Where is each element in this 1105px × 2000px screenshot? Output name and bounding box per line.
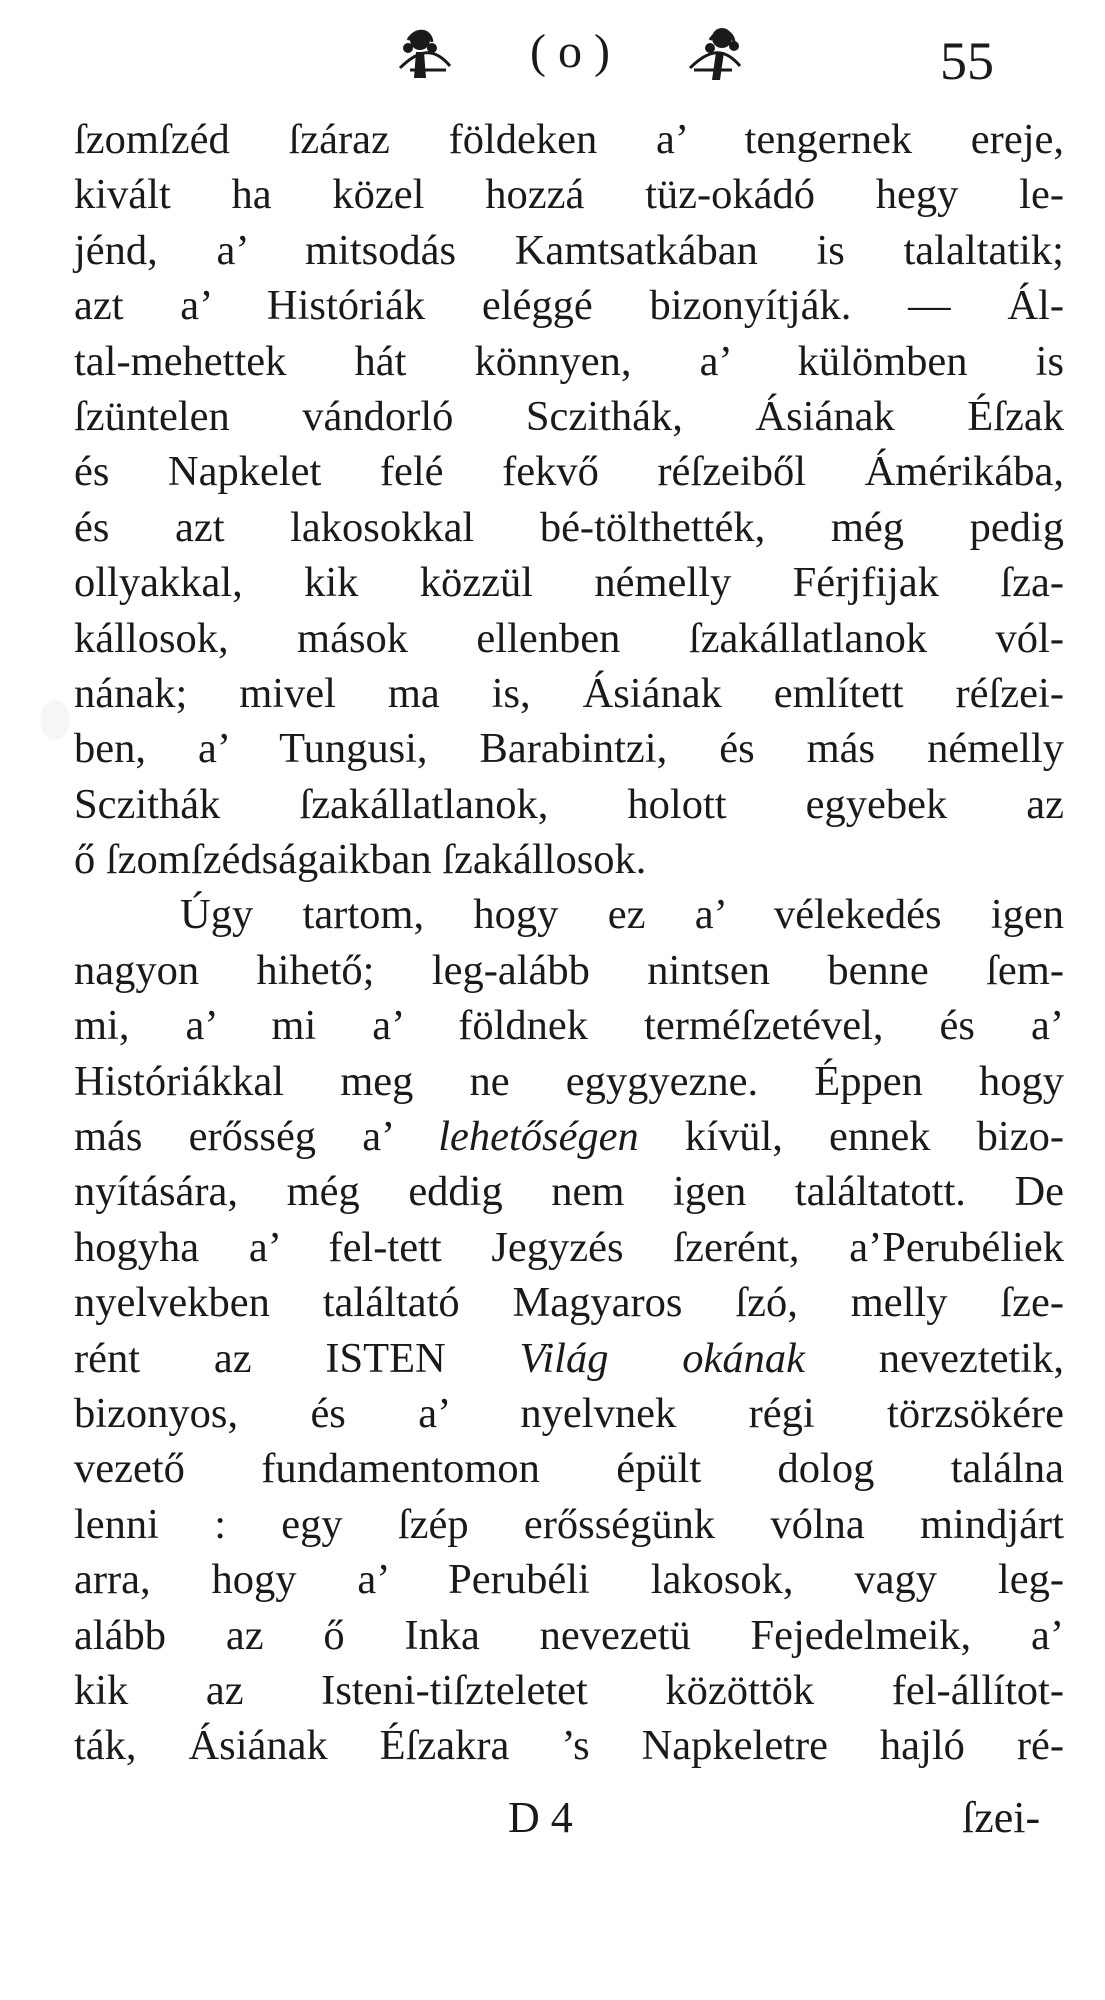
text-line: bizonyos, és a’ nyelvnek régi törzsökére	[74, 1389, 1064, 1437]
text-segment: kívül, ennek bizo-	[638, 1113, 1064, 1161]
text-line: Sczithák ſzakállatlanok, holott egyebek az	[74, 780, 1064, 828]
text-line: arra, hogy a’ Perubéli lakosok, vagy leg-	[74, 1556, 1064, 1604]
text-segment: más erősség a’	[74, 1113, 439, 1161]
text-line: nagyon hihető; leg-alább nintsen benne ſem-	[74, 946, 1064, 994]
text-line: azt a’ Históriák eléggé bizonyítják. — Ál-	[74, 282, 1064, 330]
text-line: vezető fundamentomon épült dolog találna	[74, 1445, 1064, 1493]
signature-mark: D 4	[508, 1793, 573, 1842]
paragraph-start-line: Úgy tartom, hogy ez a’ vélekedés igen	[180, 891, 1064, 939]
text-line	[74, 1109, 1064, 1164]
text-line: kik az Isteni-tiſzteletet közöttök fel-állítot-	[74, 1666, 1064, 1714]
text-line: ben, a’ Tungusi, Barabintzi, és más némelly	[74, 725, 1064, 773]
text-line: nának; mivel ma is, Ásiának említett réſzei-	[74, 669, 1064, 717]
italic-term: Világ okának	[519, 1334, 805, 1382]
running-head	[0, 18, 1105, 91]
text-line: Históriákkal meg ne egygyezne. Éppen hogy	[74, 1057, 1064, 1105]
text-line: alább az ő Inka nevezetü Fejedelmeik, a’	[74, 1611, 1064, 1659]
italic-term: lehetőségen	[438, 1113, 639, 1161]
running-head-center: ( o )	[530, 25, 610, 78]
text-line: és Napkelet felé fekvő réſzeiből Ámérikába,	[74, 448, 1064, 496]
text-line: és azt lakosokkal bé-tölthették, még pedig	[74, 503, 1064, 551]
text-line: ſzüntelen vándorló Sczithák, Ásiának Éſzak	[74, 392, 1064, 440]
text-line: nyítására, még eddig nem igen találtatott. De	[74, 1168, 1064, 1216]
header-ornament	[380, 18, 760, 88]
text-line: mi, a’ mi a’ földnek terméſzetével, és a’	[74, 1002, 1064, 1050]
body-text	[74, 112, 1064, 1774]
text-line: nyelvekben találtató Magyaros ſzó, melly ſze-	[74, 1279, 1064, 1327]
text-line: hogyha a’ fel-tett Jegyzés ſzerént, a’Perubéliek	[74, 1223, 1064, 1271]
text-line: ták, Ásiának Éſzakra ’s Napkeletre hajló ré-	[74, 1722, 1064, 1770]
text-line: kállosok, mások ellenben ſzakállatlanok vól-	[74, 614, 1064, 662]
text-line: jénd, a’ mitsodás Kamtsatkában is talaltatik;	[74, 226, 1064, 274]
page-footer	[0, 1788, 1105, 1858]
paper-stain	[40, 700, 70, 740]
page-number: 55	[940, 31, 994, 91]
text-line: ſzomſzéd ſzáraz földeken a’ tengernek ereje,	[74, 116, 1064, 163]
text-line: lenni : egy ſzép erősségünk vólna mindjárt	[74, 1500, 1064, 1548]
text-line: ollyakkal, kik közzül némelly Férjfijak ſza-	[74, 559, 1064, 607]
text-segment: neveztetik,	[804, 1334, 1064, 1382]
paragraph-end-line: ő ſzomſzédságaikban ſzakállosok.	[74, 836, 647, 884]
text-line	[74, 1331, 1064, 1386]
text-line: tal-mehettek hát könnyen, a’ külömben is	[74, 337, 1064, 385]
text-line: kivált ha közel hozzá tüz-okádó hegy le-	[74, 171, 1064, 219]
text-segment: rént az ISTEN	[74, 1334, 520, 1382]
catchword: ſzei-	[962, 1793, 1041, 1842]
